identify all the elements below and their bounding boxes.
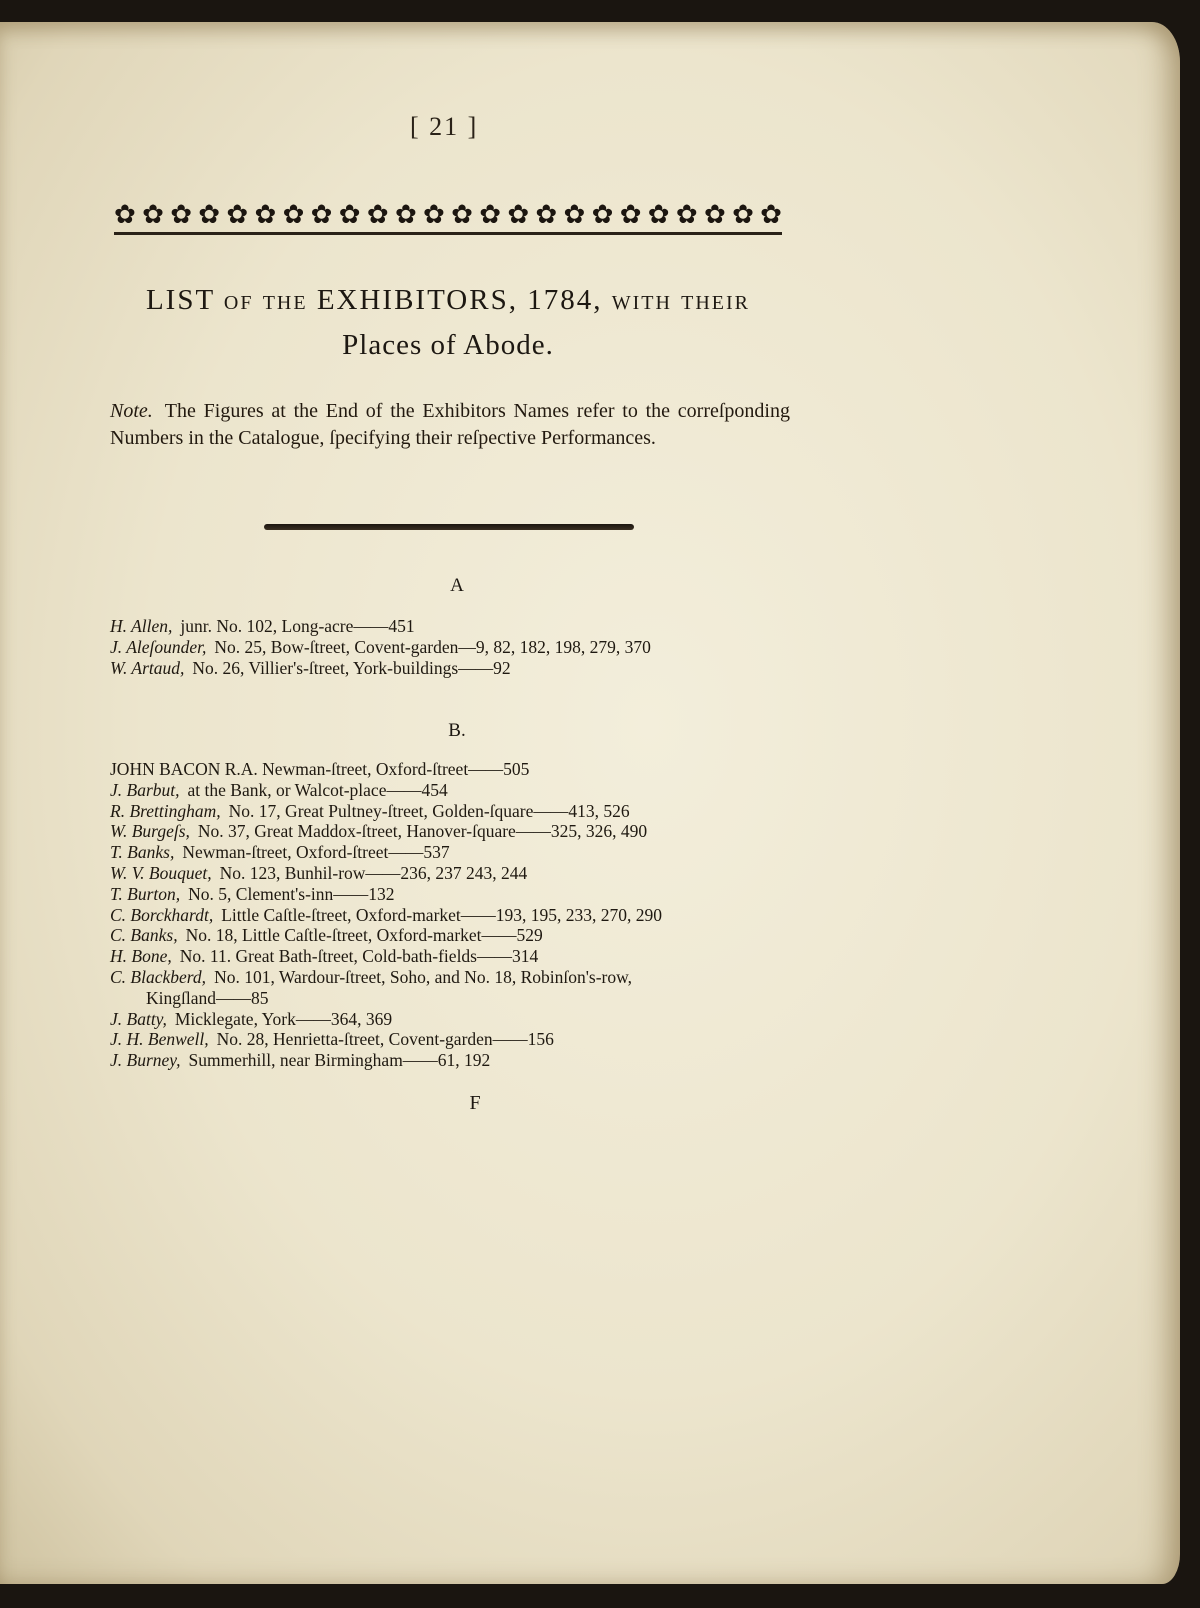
exhibitor-name: J. H. Benwell, bbox=[110, 1029, 209, 1050]
ornament-fleuron-icon: ✿ bbox=[282, 200, 305, 229]
exhibitor-name: J. Batty, bbox=[110, 1008, 167, 1029]
exhibitor-details: No. 123, Bunhil-row——236, 237 243, 244 bbox=[219, 862, 528, 883]
section-letter-b: B. bbox=[448, 720, 466, 741]
ornament-fleuron-icon: ✿ bbox=[591, 200, 614, 229]
exhibitor-details: No. 28, Henrietta-ſtreet, Covent-garden——156 bbox=[216, 1029, 554, 1050]
ornament-fleuron-icon: ✿ bbox=[142, 200, 164, 229]
exhibitor-name: J. Aleſounder, bbox=[110, 636, 207, 657]
exhibitor-entry bbox=[110, 658, 800, 679]
exhibitor-entry bbox=[110, 637, 800, 658]
ornament-fleuron-icon: ✿ bbox=[226, 200, 249, 229]
exhibitor-entry bbox=[110, 1050, 800, 1071]
ornament-fleuron-icon: ✿ bbox=[394, 200, 417, 229]
note-label: Note. bbox=[110, 400, 153, 422]
ornament-fleuron-icon: ✿ bbox=[170, 200, 192, 229]
ornament-fleuron-icon: ✿ bbox=[563, 200, 586, 229]
ornament-fleuron-icon: ✿ bbox=[310, 200, 333, 229]
exhibitor-name: J. Barbut, bbox=[110, 779, 180, 800]
ornament-fleuron-icon: ✿ bbox=[198, 200, 221, 229]
ornament-fleuron-icon: ✿ bbox=[647, 200, 670, 229]
exhibitor-name: J. Burney, bbox=[110, 1050, 181, 1071]
exhibitor-list-a bbox=[110, 616, 800, 678]
exhibitor-entry bbox=[110, 1029, 800, 1050]
exhibitor-entry bbox=[110, 780, 800, 801]
exhibitor-entry bbox=[110, 616, 800, 637]
ornament-fleuron-icon: ✿ bbox=[732, 200, 754, 229]
exhibitor-details: No. 101, Wardour-ſtreet, Soho, and No. 18, Robinſon's-row, bbox=[214, 966, 633, 987]
section-letter-a: A bbox=[450, 575, 464, 596]
exhibitor-details: No. 25, Bow-ſtreet, Covent-garden—9, 82, 182, 198, 279, 370 bbox=[214, 636, 651, 657]
exhibitor-name: W. Artaud, bbox=[110, 657, 185, 678]
ornament-fleuron-icon: ✿ bbox=[507, 200, 530, 229]
printers-ornament-band bbox=[114, 198, 782, 235]
exhibitor-details: Little Caſtle-ſtreet, Oxford-market——193, 195, 233, 270, 290 bbox=[221, 904, 663, 925]
ornament-fleuron-icon: ✿ bbox=[451, 200, 473, 229]
exhibitor-name: C. Banks, bbox=[110, 925, 178, 946]
note-text: The Figures at the End of the Exhibitors Names refer to the correſponding Numbers in the Catalogue, ſpecifying their reſpective Performances. bbox=[110, 400, 790, 449]
exhibitor-entry bbox=[110, 946, 800, 967]
exhibitor-entry bbox=[110, 863, 800, 884]
exhibitor-details: No. 37, Great Maddox-ſtreet, Hanover-ſquare——325, 326, 490 bbox=[197, 821, 648, 842]
page-number: [ 21 ] bbox=[410, 112, 479, 141]
page-title bbox=[108, 278, 788, 368]
exhibitor-entry bbox=[110, 842, 800, 863]
exhibitor-name: W. V. Bouquet, bbox=[110, 862, 212, 883]
exhibitor-details: No. 26, Villier's-ſtreet, York-buildings——92 bbox=[192, 657, 511, 678]
exhibitor-entry bbox=[110, 884, 800, 905]
ornament-fleuron-icon: ✿ bbox=[114, 200, 136, 229]
exhibitor-details: No. 5, Clement's-inn——132 bbox=[188, 883, 395, 904]
paper-page bbox=[0, 22, 1180, 1584]
exhibitor-list-b bbox=[110, 759, 800, 1071]
ornament-fleuron-icon: ✿ bbox=[760, 200, 782, 229]
ornament-fleuron-icon: ✿ bbox=[254, 200, 277, 229]
exhibitor-entry bbox=[110, 967, 800, 1009]
ornament-fleuron-icon: ✿ bbox=[675, 200, 698, 229]
section-rule bbox=[264, 524, 634, 530]
exhibitor-details: at the Bank, or Walcot-place——454 bbox=[187, 779, 448, 800]
note-paragraph bbox=[110, 398, 790, 452]
exhibitor-entry bbox=[110, 925, 800, 946]
exhibitor-name: R. Brettingham, bbox=[110, 800, 221, 821]
catchword: F bbox=[469, 1092, 481, 1114]
exhibitor-details: Summerhill, near Birmingham——61, 192 bbox=[188, 1050, 491, 1071]
exhibitor-details: JOHN BACON R.A. Newman-ſtreet, Oxford-ſtreet——505 bbox=[110, 759, 530, 779]
exhibitor-details: No. 18, Little Caſtle-ſtreet, Oxford-market——529 bbox=[185, 925, 543, 946]
ornament-fleuron-icon: ✿ bbox=[479, 200, 502, 229]
exhibitor-entry bbox=[110, 759, 800, 780]
ornament-fleuron-icon: ✿ bbox=[619, 200, 642, 229]
ornament-fleuron-icon: ✿ bbox=[366, 200, 389, 229]
title-line-2: Places of Abode. bbox=[342, 329, 554, 361]
exhibitor-name: T. Banks, bbox=[110, 842, 175, 863]
ornament-fleuron-icon: ✿ bbox=[423, 200, 445, 229]
exhibitor-name: W. Burgeſs, bbox=[110, 821, 190, 842]
exhibitor-details-continued: Kingſland——85 bbox=[146, 987, 269, 1008]
exhibitor-entry bbox=[110, 1009, 800, 1030]
title-line-1: LIST of the EXHIBITORS, 1784, with their bbox=[145, 284, 751, 316]
exhibitor-name: H. Allen, bbox=[110, 616, 173, 636]
exhibitor-details: Newman-ſtreet, Oxford-ſtreet——537 bbox=[182, 842, 450, 863]
exhibitor-details: Micklegate, York——364, 369 bbox=[174, 1008, 393, 1029]
exhibitor-details: No. 11. Great Bath-ſtreet, Cold-bath-fields——314 bbox=[179, 946, 539, 967]
exhibitor-entry bbox=[110, 801, 800, 822]
exhibitor-entry bbox=[110, 905, 800, 926]
ornament-fleuron-icon: ✿ bbox=[703, 200, 726, 229]
ornament-fleuron-icon: ✿ bbox=[338, 200, 361, 229]
exhibitor-entry bbox=[110, 821, 800, 842]
exhibitor-details: junr. No. 102, Long-acre——451 bbox=[180, 616, 415, 636]
exhibitor-name: H. Bone, bbox=[110, 946, 172, 967]
exhibitor-details: No. 17, Great Pultney-ſtreet, Golden-ſquare——413, 526 bbox=[228, 800, 630, 821]
ornament-fleuron-icon: ✿ bbox=[535, 200, 558, 229]
exhibitor-name: C. Borckhardt, bbox=[110, 904, 214, 925]
exhibitor-name: C. Blackberd, bbox=[110, 966, 207, 987]
exhibitor-name: T. Burton, bbox=[110, 883, 181, 904]
